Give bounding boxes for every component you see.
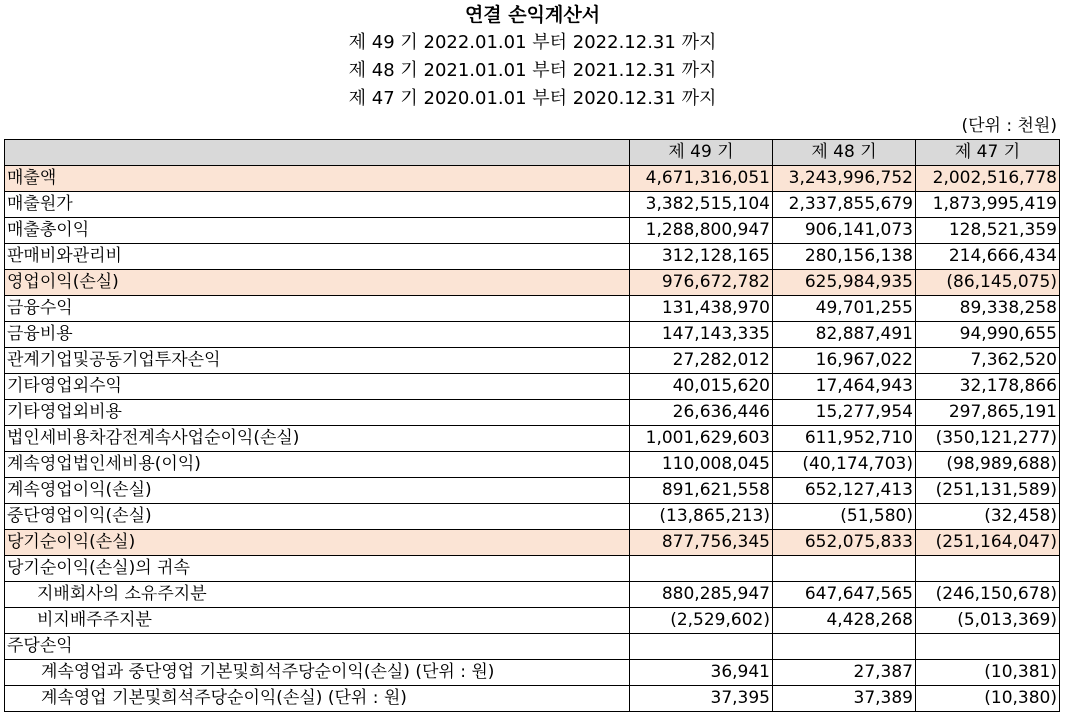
table-row	[5, 452, 1060, 478]
value-48-cell: 17,464,943	[773, 374, 916, 400]
account-name-cell: 매출총이익	[5, 218, 630, 244]
table-row	[5, 426, 1060, 452]
value-48-cell: 16,967,022	[773, 348, 916, 374]
account-name-cell: 매출원가	[5, 192, 630, 218]
value-47-cell: (86,145,075)	[916, 270, 1060, 296]
value-48-cell: 15,277,954	[773, 400, 916, 426]
value-47-cell: (350,121,277)	[916, 426, 1060, 452]
value-49-cell: (2,529,602)	[630, 608, 773, 634]
value-47-cell	[916, 634, 1060, 660]
unit-label: (단위 : 천원)	[961, 116, 1057, 136]
value-47-cell: 32,178,866	[916, 374, 1060, 400]
table-row	[5, 348, 1060, 374]
table-row	[5, 218, 1060, 244]
account-name-cell: 당기순이익(손실)의 귀속	[5, 556, 630, 582]
table-row	[5, 582, 1060, 608]
table-row	[5, 478, 1060, 504]
table-row	[5, 322, 1060, 348]
value-48-cell: 2,337,855,679	[773, 192, 916, 218]
value-47-cell: 89,338,258	[916, 296, 1060, 322]
income-statement-table	[4, 139, 1060, 712]
value-49-cell: 312,128,165	[630, 244, 773, 270]
account-name-cell: 계속영업법인세비용(이익)	[5, 452, 630, 478]
period-line-49: 제 49 기 2022.01.01 부터 2022.12.31 까지	[348, 32, 717, 53]
value-49-cell: 3,382,515,104	[630, 192, 773, 218]
table-row	[5, 556, 1060, 582]
account-name-cell: 계속영업이익(손실)	[5, 478, 630, 504]
value-47-cell: (10,380)	[916, 686, 1060, 712]
account-name-cell: 비지배주주지분	[5, 608, 630, 634]
statement-title: 연결 손익계산서	[464, 4, 601, 26]
table-row	[5, 244, 1060, 270]
account-name-cell: 관계기업및공동기업투자손익	[5, 348, 630, 374]
table-row	[5, 296, 1060, 322]
account-name-cell: 계속영업 기본및희석주당순이익(손실) (단위 : 원)	[5, 686, 630, 712]
value-47-cell: 297,865,191	[916, 400, 1060, 426]
value-48-cell: 652,127,413	[773, 478, 916, 504]
value-47-cell: (10,381)	[916, 660, 1060, 686]
table-row	[5, 192, 1060, 218]
value-47-cell: (5,013,369)	[916, 608, 1060, 634]
value-47-cell: 2,002,516,778	[916, 166, 1060, 192]
account-name-cell: 중단영업이익(손실)	[5, 504, 630, 530]
table-row	[5, 608, 1060, 634]
account-name-cell: 지배회사의 소유주지분	[5, 582, 630, 608]
account-name-cell: 금융비용	[5, 322, 630, 348]
value-47-cell: 7,362,520	[916, 348, 1060, 374]
value-49-cell: 877,756,345	[630, 530, 773, 556]
value-49-cell: 891,621,558	[630, 478, 773, 504]
account-name-cell: 금융수익	[5, 296, 630, 322]
value-48-cell: 27,387	[773, 660, 916, 686]
header-account	[5, 140, 630, 166]
account-name-cell: 기타영업외비용	[5, 400, 630, 426]
value-49-cell: 4,671,316,051	[630, 166, 773, 192]
value-47-cell: (98,989,688)	[916, 452, 1060, 478]
period-line-48: 제 48 기 2021.01.01 부터 2021.12.31 까지	[348, 60, 717, 81]
value-49-cell: 27,282,012	[630, 348, 773, 374]
table-row	[5, 686, 1060, 712]
value-49-cell: 37,395	[630, 686, 773, 712]
value-48-cell: 611,952,710	[773, 426, 916, 452]
value-49-cell: 976,672,782	[630, 270, 773, 296]
account-name-cell: 주당손익	[5, 634, 630, 660]
value-48-cell: 647,647,565	[773, 582, 916, 608]
value-47-cell: 214,666,434	[916, 244, 1060, 270]
header-period-49: 제 49 기	[630, 140, 773, 166]
table-row	[5, 660, 1060, 686]
value-48-cell: 3,243,996,752	[773, 166, 916, 192]
value-48-cell: (40,174,703)	[773, 452, 916, 478]
value-48-cell	[773, 556, 916, 582]
value-48-cell: 625,984,935	[773, 270, 916, 296]
table-row	[5, 166, 1060, 192]
value-49-cell: 131,438,970	[630, 296, 773, 322]
table-header-row	[5, 140, 1060, 166]
value-48-cell: 82,887,491	[773, 322, 916, 348]
value-48-cell: 49,701,255	[773, 296, 916, 322]
value-49-cell: 36,941	[630, 660, 773, 686]
account-name-cell: 법인세비용차감전계속사업순이익(손실)	[5, 426, 630, 452]
value-49-cell: 880,285,947	[630, 582, 773, 608]
value-47-cell: 1,873,995,419	[916, 192, 1060, 218]
table-row	[5, 504, 1060, 530]
value-47-cell: (251,164,047)	[916, 530, 1060, 556]
value-48-cell: 652,075,833	[773, 530, 916, 556]
period-line-47: 제 47 기 2020.01.01 부터 2020.12.31 까지	[348, 88, 717, 109]
value-49-cell: 1,288,800,947	[630, 218, 773, 244]
value-49-cell: 1,001,629,603	[630, 426, 773, 452]
table-row	[5, 270, 1060, 296]
value-47-cell: (251,131,589)	[916, 478, 1060, 504]
header-period-48: 제 48 기	[773, 140, 916, 166]
value-49-cell	[630, 634, 773, 660]
header-period-47: 제 47 기	[916, 140, 1060, 166]
value-48-cell: 280,156,138	[773, 244, 916, 270]
value-48-cell: 906,141,073	[773, 218, 916, 244]
account-name-cell: 당기순이익(손실)	[5, 530, 630, 556]
account-name-cell: 매출액	[5, 166, 630, 192]
value-49-cell	[630, 556, 773, 582]
value-49-cell: (13,865,213)	[630, 504, 773, 530]
value-48-cell: 4,428,268	[773, 608, 916, 634]
table-row	[5, 400, 1060, 426]
value-47-cell: (32,458)	[916, 504, 1060, 530]
value-48-cell: (51,580)	[773, 504, 916, 530]
value-47-cell	[916, 556, 1060, 582]
value-48-cell: 37,389	[773, 686, 916, 712]
value-49-cell: 40,015,620	[630, 374, 773, 400]
table-row	[5, 530, 1060, 556]
value-47-cell: 94,990,655	[916, 322, 1060, 348]
value-49-cell: 147,143,335	[630, 322, 773, 348]
value-49-cell: 26,636,446	[630, 400, 773, 426]
value-47-cell: 128,521,359	[916, 218, 1060, 244]
value-48-cell	[773, 634, 916, 660]
account-name-cell: 기타영업외수익	[5, 374, 630, 400]
account-name-cell: 영업이익(손실)	[5, 270, 630, 296]
value-49-cell: 110,008,045	[630, 452, 773, 478]
account-name-cell: 판매비와관리비	[5, 244, 630, 270]
table-row	[5, 634, 1060, 660]
table-row	[5, 374, 1060, 400]
value-47-cell: (246,150,678)	[916, 582, 1060, 608]
account-name-cell: 계속영업과 중단영업 기본및희석주당순이익(손실) (단위 : 원)	[5, 660, 630, 686]
